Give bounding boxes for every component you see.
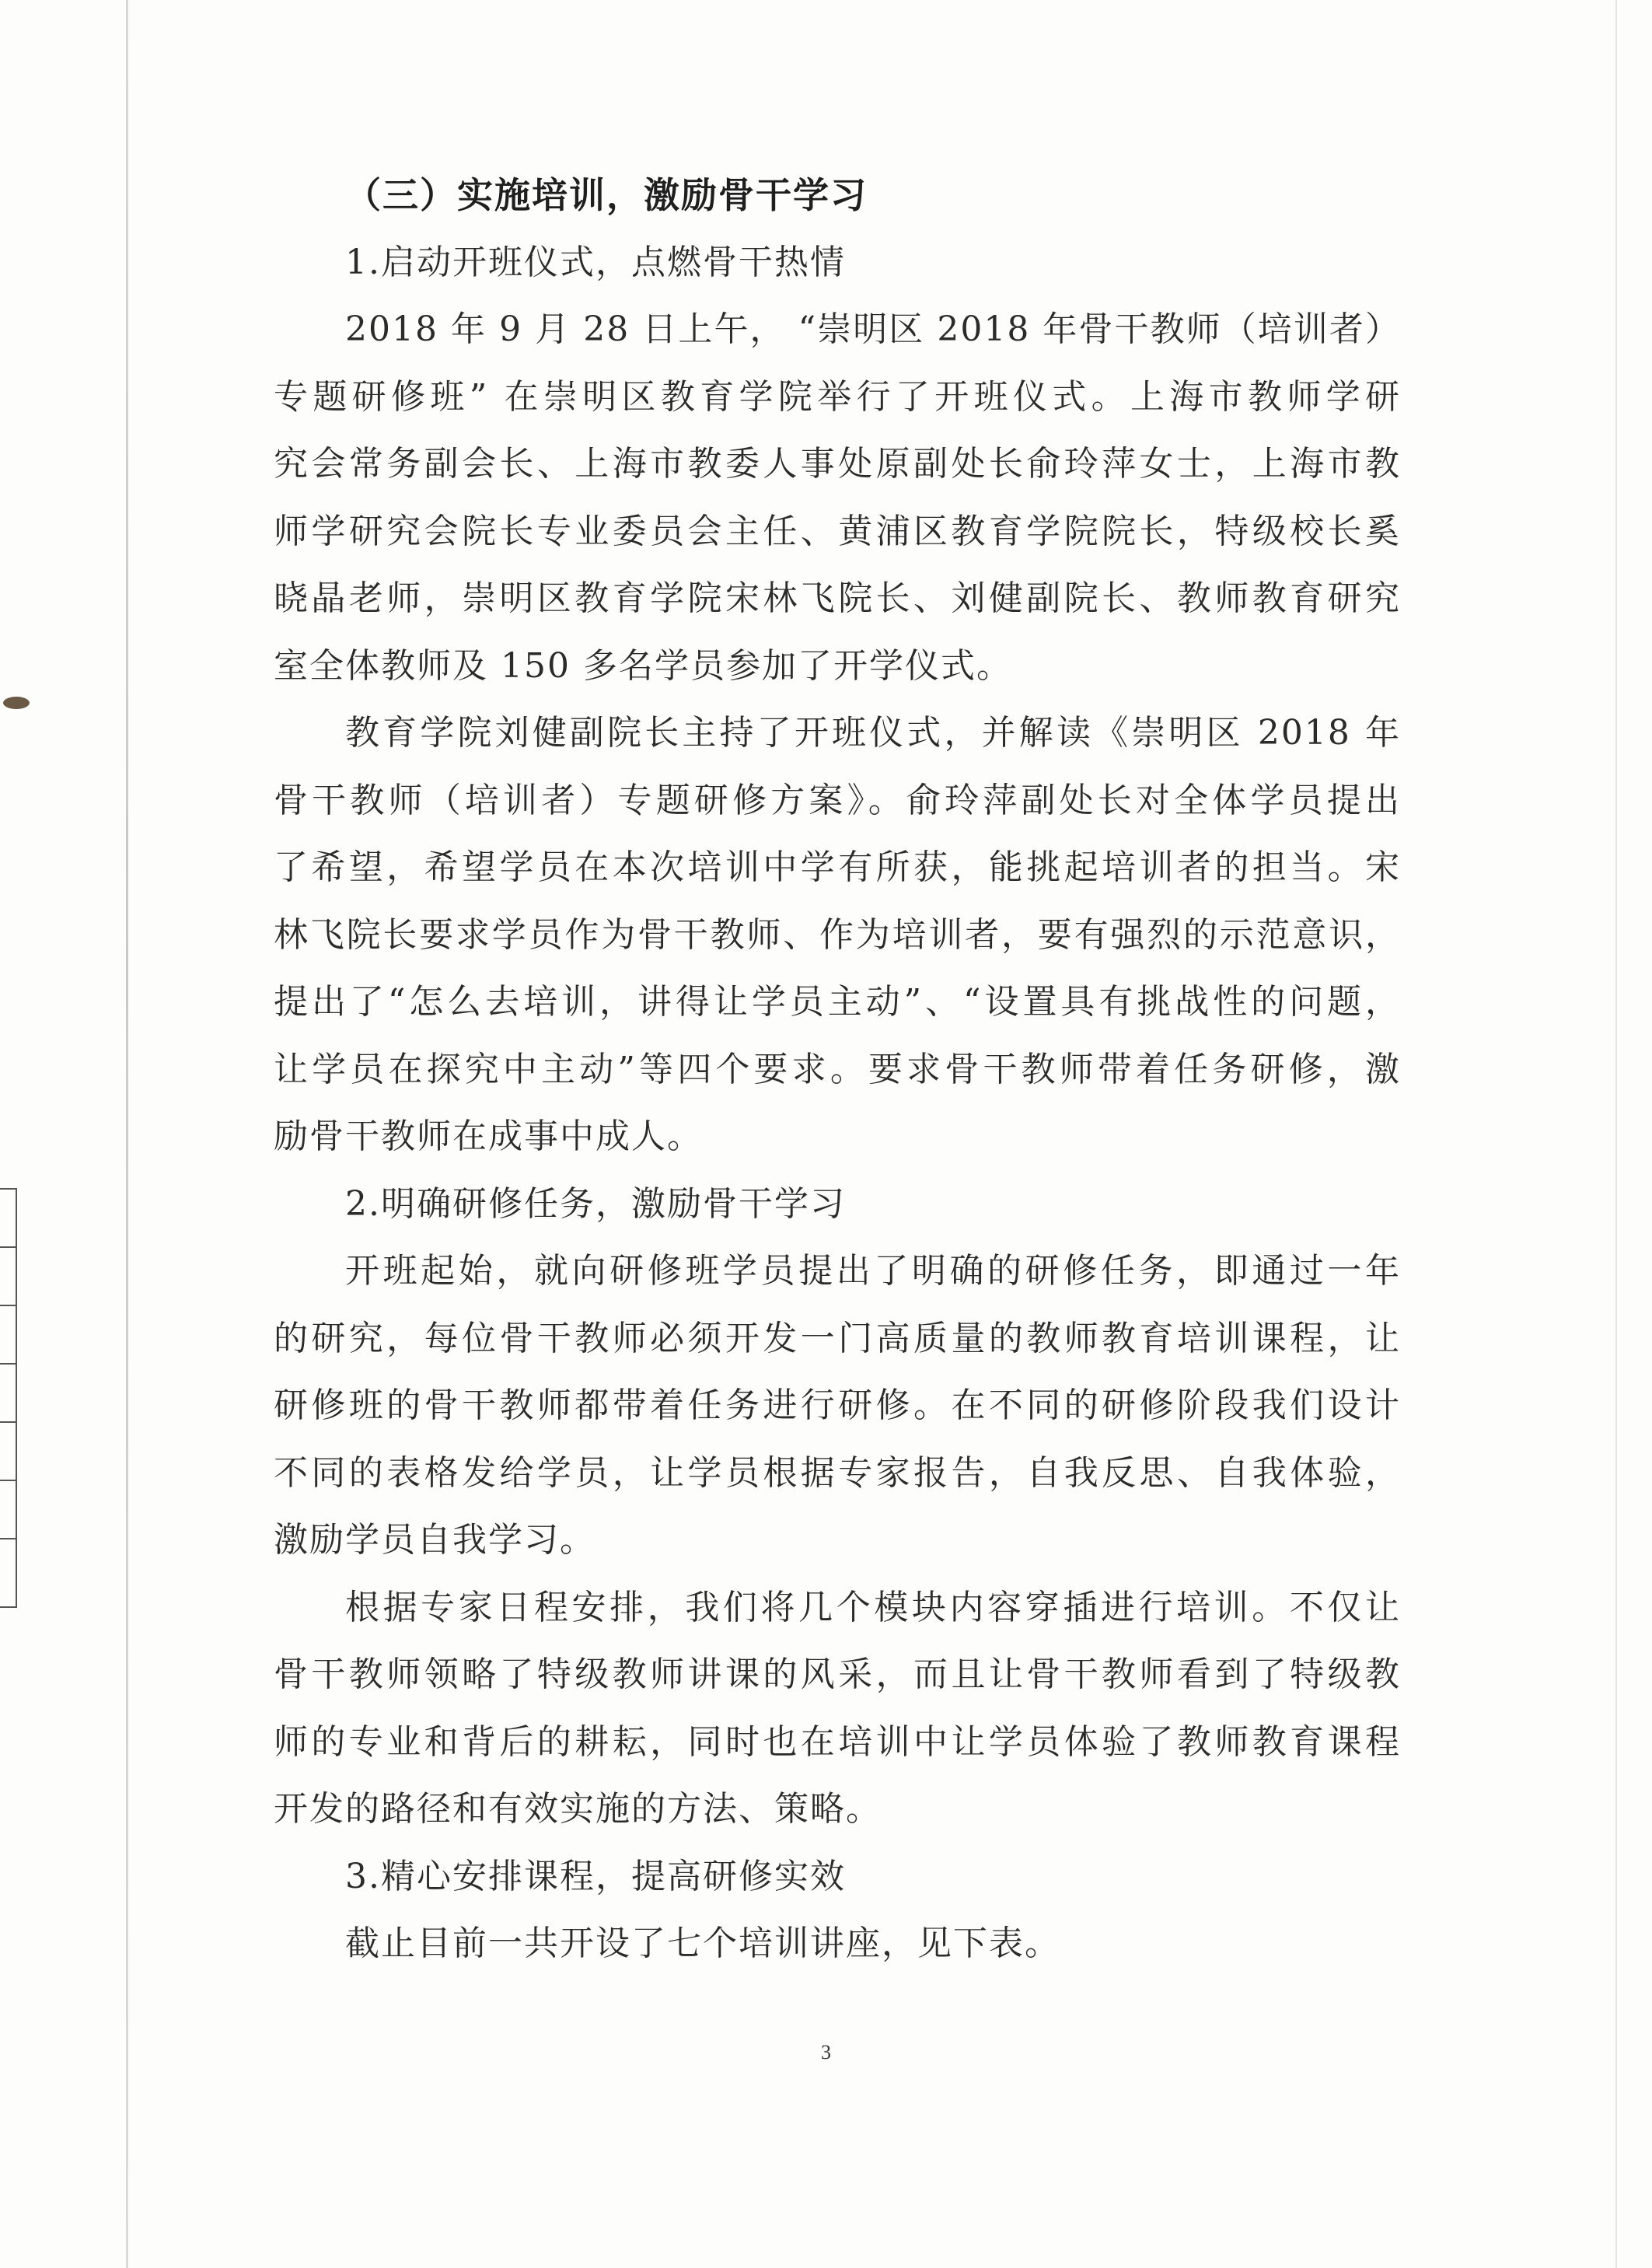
text-line: 专题研修班” 在崇明区教育学院举行了开班仪式。上海市教师学研 [274,376,1401,417]
margin-table-cell [0,1248,16,1306]
text-line: 截止目前一共开设了七个培训讲座，见下表。 [345,1924,1060,1963]
margin-table-cell [0,1190,16,1248]
margin-table-cell [0,1481,16,1539]
text-line: 2018 年 9 月 28 日上午， “崇明区 2018 年骨干教师（培训者） [345,309,1401,349]
paragraph [274,1238,1401,1574]
text-line: 开班起始，就向研修班学员提出了明确的研修任务，即通过一年 [345,1251,1401,1291]
paragraph [274,1574,1401,1843]
subheading-1: 1.启动开班仪式，点燃骨干热情 [345,242,846,282]
text-line: 让学员在探究中主动”等四个要求。要求骨干教师带着任务研修，激 [274,1049,1401,1089]
margin-table-cell [0,1365,16,1423]
paragraph [274,700,1401,1171]
page-number: 3 [821,2041,831,2064]
text-line: 的研究，每位骨干教师必须开发一门高质量的教师教育培训课程，让 [274,1318,1401,1358]
text-line: 晓晶老师，崇明区教育学院宋林飞院长、刘健副院长、教师教育研究 [274,578,1401,618]
text-line: 师的专业和背后的耕耘，同时也在培训中让学员体验了教师教育课程 [274,1721,1401,1762]
margin-table-fragment [0,1188,17,1608]
text-line: 提出了“怎么去培训，讲得让学员主动”、“设置具有挑战性的问题， [274,982,1401,1022]
paragraph [274,1910,1401,1978]
text-line: 根据专家日程安排，我们将几个模块内容穿插进行培训。不仅让 [345,1587,1401,1627]
paragraph [274,296,1401,700]
text-line: 开发的路径和有效实施的方法、策略。 [274,1789,882,1829]
document-body [274,162,1401,1978]
section-heading: （三）实施培训，激励骨干学习 [345,174,868,216]
text-line: 激励学员自我学习。 [274,1520,595,1560]
text-line: 林飞院长要求学员作为骨干教师、作为培训者，要有强烈的示范意识， [274,914,1401,955]
margin-table-cell [0,1306,16,1365]
text-line: 研修班的骨干教师都带着任务进行研修。在不同的研修阶段我们设计 [274,1386,1401,1425]
text-line: 了希望，希望学员在本次培训中学有所获，能挑起培训者的担当。宋 [274,847,1401,887]
text-line: 骨干教师（培训者）专题研修方案》。俞玲萍副处长对全体学员提出 [274,780,1401,820]
text-line: 室全体教师及 150 多名学员参加了开学仪式。 [274,645,1012,686]
text-line: 不同的表格发给学员，让学员根据专家报告，自我反思、自我体验， [274,1452,1401,1493]
text-line: 究会常务副会长、上海市教委人事处原副处长俞玲萍女士，上海市教 [274,444,1401,484]
scan-edge-right [1615,0,1617,2268]
text-line: 骨干教师领略了特级教师讲课的风采，而且让骨干教师看到了特级教 [274,1655,1401,1694]
text-line: 教育学院刘健副院长主持了开班仪式，并解读《崇明区 2018 年 [345,713,1401,753]
scan-edge-left [126,0,128,2268]
text-line: 师学研究会院长专业委员会主任、黄浦区教育学院院长，特级校长奚 [274,511,1401,551]
scan-blot [3,697,30,709]
text-line: 励骨干教师在成事中成人。 [274,1117,703,1156]
subheading-2: 2.明确研修任务，激励骨干学习 [345,1183,846,1224]
margin-table-cell [0,1423,16,1481]
subheading-3: 3.精心安排课程，提高研修实效 [345,1856,846,1896]
